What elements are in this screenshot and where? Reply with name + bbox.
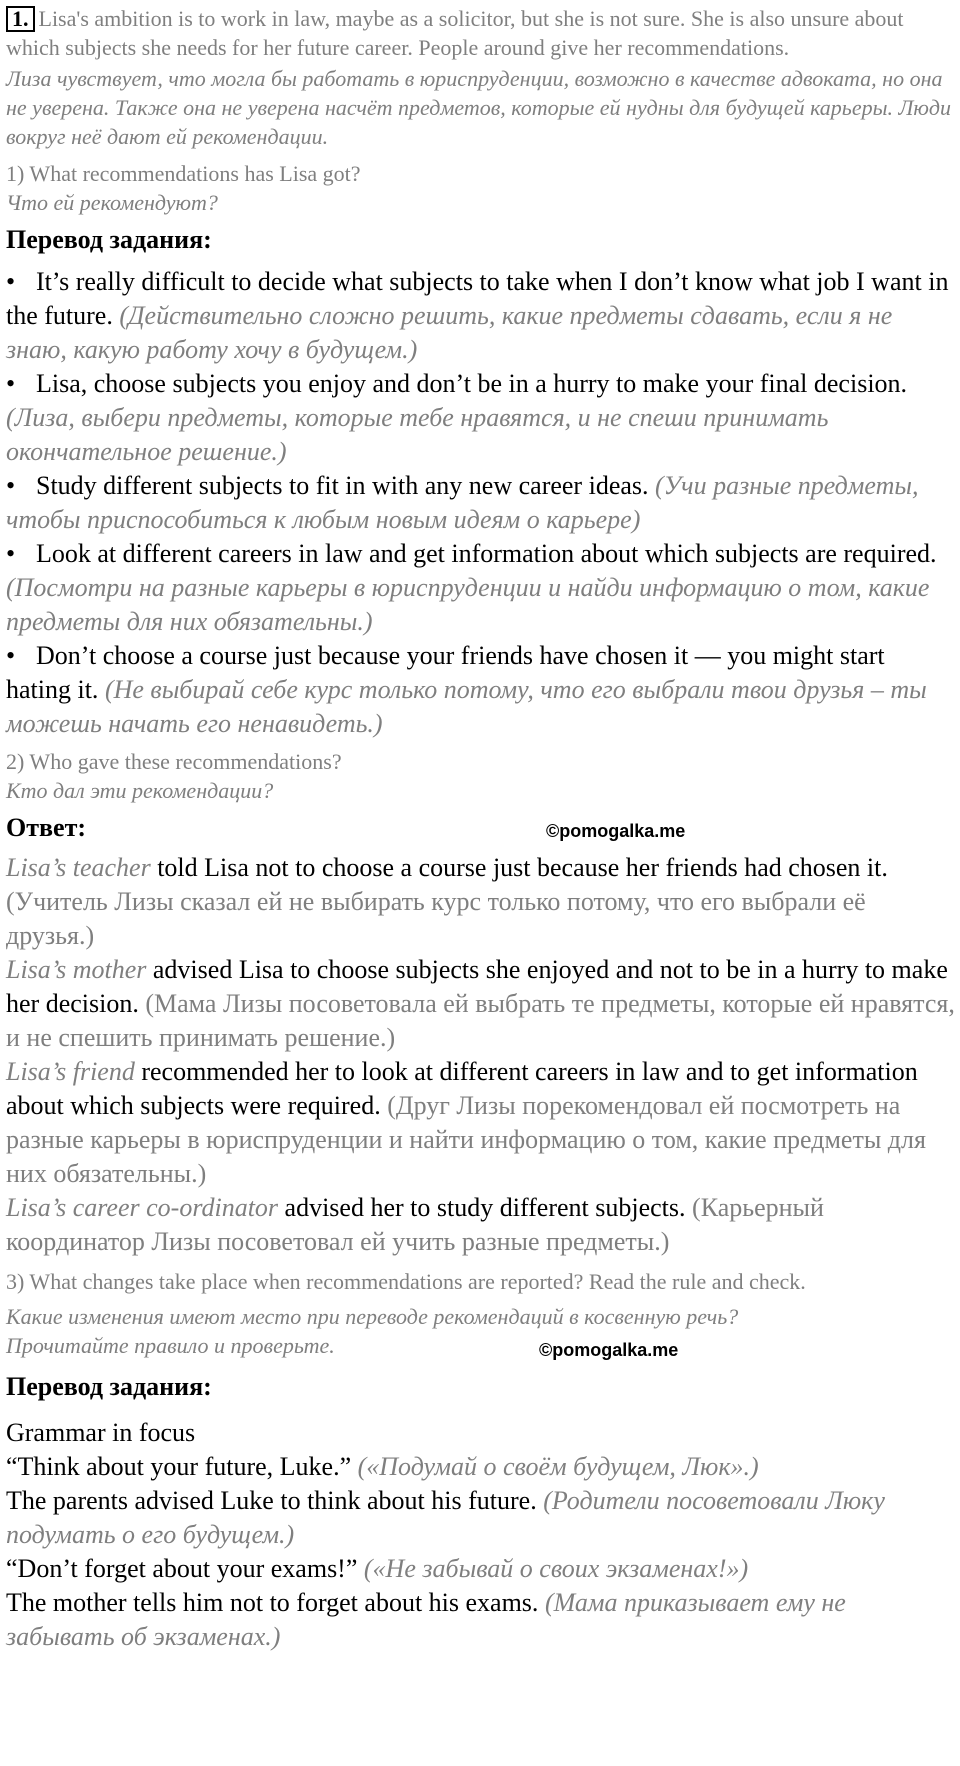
list-item: Lisa’s career co-ordinator advised her to study different subjects. (Карьерный координатор Лизы посоветовал ей учить разные предметы.)	[6, 1193, 824, 1256]
answer-heading-row	[6, 811, 956, 847]
list-item: • Study different subjects to fit in with any new career ideas. (Учи разные предметы, чтобы приспособиться к любым новым идеям о карьере)	[6, 471, 919, 534]
bullet-icon: •	[6, 471, 16, 500]
list-item: • Look at different careers in law and get information about which subjects are required. (Посмотри на разные карьеры в юриспруденции и найди информацию о том, какие предметы для них обязательны.)	[6, 539, 937, 636]
grammar-block	[6, 1416, 956, 1654]
list-item: The parents advised Luke to think about his future. (Родители посоветовали Люку подумать о его будущем.)	[6, 1486, 885, 1549]
watermark: ©pomogalka.me	[546, 821, 686, 841]
list-item: • Don’t choose a course just because your friends have chosen it — you might start hating it. (Не выбирай себе курс только потому, что его выбрали твои друзья – ты можешь начать его ненавидеть.)	[6, 641, 927, 738]
task-intro-ru: Лиза чувствует, что могла бы работать в юриспруденции, возможно в качестве адвоката, но она не уверена. Также она не уверена насчёт предметов, которые ей нудны для будущей карьеры. Люди вокруг неё дают ей рекомендации.	[6, 66, 952, 149]
section-heading-translation: Перевод задания:	[6, 225, 212, 254]
question-3-ru-row	[6, 1302, 956, 1360]
list-item: • Lisa, choose subjects you enjoy and don’t be in a hurry to make your final decision. (Лиза, выбери предметы, которые тебе нравятся, и не спеши принимать окончательное решение.)	[6, 369, 908, 466]
question-2-ru: Кто дал эти рекомендации?	[6, 778, 274, 803]
task-intro-en: 1. Lisa's ambition is to work in law, maybe as a solicitor, but she is not sure. She is also unsure about which subjects she needs for her future career. People around give her recommendations.	[6, 6, 904, 60]
list-item: The mother tells him not to forget about his exams. (Мама приказывает ему не забывать об экзаменах.)	[6, 1588, 846, 1651]
list-item: Lisa’s teacher told Lisa not to choose a course just because her friends had chosen it. (Учитель Лизы сказал ей не выбирать курс только потому, что его выбрали её друзья.)	[6, 853, 888, 950]
question-3-en: 3) What changes take place when recommendations are reported? Read the rule and check.	[6, 1269, 806, 1294]
answer-list	[6, 851, 956, 1259]
document-page	[6, 4, 956, 1654]
list-item: • It’s really difficult to decide what subjects to take when I don’t know what job I want in the future. (Действительно сложно решить, какие предметы сдавать, если я не знаю, какую работу хочу в будущем.)	[6, 267, 949, 364]
bullet-icon: •	[6, 641, 16, 670]
question-1-en: 1) What recommendations has Lisa got?	[6, 161, 361, 186]
list-item: “Think about your future, Luke.” («Подумай о своём будущем, Люк».)	[6, 1452, 759, 1481]
bullet-icon: •	[6, 369, 16, 398]
watermark: ©pomogalka.me	[539, 1340, 679, 1360]
list-item: Lisa’s friend recommended her to look at different careers in law and to get information about which subjects were required. (Друг Лизы порекомендовал ей посмотреть на разные карьеры в юриспруденции и найти информацию о том, какие предметы для них обязательны.)	[6, 1057, 926, 1188]
bullet-icon: •	[6, 539, 16, 568]
recommendation-list	[6, 265, 956, 741]
question-3-ru: Какие изменения имеют место при переводе рекомендаций в косвенную речь? Прочитайте правило и проверьте.	[6, 1304, 739, 1358]
list-item: “Don’t forget about your exams!” («Не забывай о своих экзаменах!»)	[6, 1554, 749, 1583]
section-heading-translation: Перевод задания:	[6, 1372, 212, 1401]
list-item: Lisa’s mother advised Lisa to choose subjects she enjoyed and not to be in a hurry to make her decision. (Мама Лизы посоветовала ей выбрать те предметы, которые ей нравятся, и не спешить принимать решение.)	[6, 955, 955, 1052]
task-number: 1.	[6, 6, 35, 32]
question-1-ru: Что ей рекомендуют?	[6, 190, 218, 215]
section-heading-answer: Ответ:	[6, 813, 87, 842]
bullet-icon: •	[6, 267, 16, 296]
grammar-title: Grammar in focus	[6, 1418, 196, 1447]
question-2-en: 2) Who gave these recommendations?	[6, 749, 342, 774]
